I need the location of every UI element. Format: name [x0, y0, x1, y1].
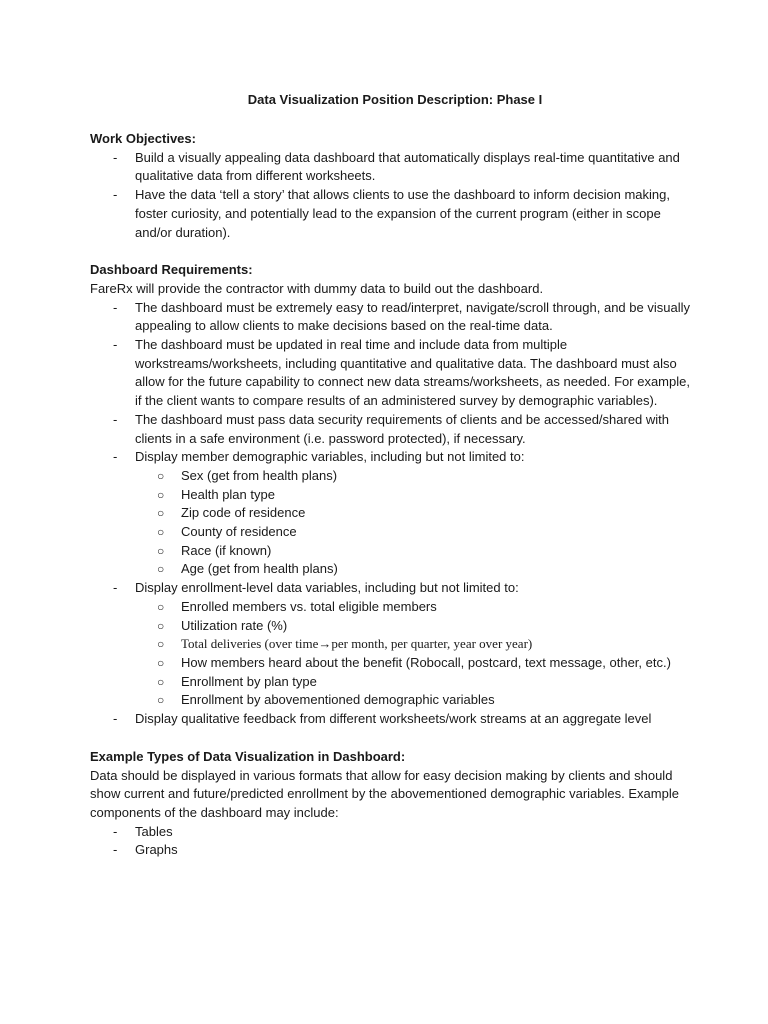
sub-list-item — [135, 504, 690, 523]
list-item-text: The dashboard must be updated in real time and include data from multiple workstreams/worksheets, including quantitative and qualitative data. The dashboard must also allow for the future capability to connect new data streams/worksheets, as needed. For example, if the client wants to compare results of an administered survey by demographic variables). — [135, 337, 690, 409]
sub-list-item — [135, 467, 690, 486]
list-item-text: Build a visually appealing data dashboard that automatically displays real-time quantitative and qualitative data from different worksheets. — [135, 149, 680, 184]
sub-list-item — [135, 635, 690, 654]
dash-bullet: - — [113, 842, 118, 858]
dash-bullet: - — [113, 823, 118, 839]
list-item-text: Display qualitative feedback from different worksheets/work streams at an aggregate level — [135, 711, 652, 727]
list-item-text: Graphs — [135, 842, 178, 858]
list-item — [90, 336, 690, 411]
circle-bullet: ○ — [157, 599, 165, 614]
dash-bullet: - — [113, 711, 118, 727]
sub-list-item-text: Health plan type — [181, 486, 275, 502]
circle-bullet: ○ — [157, 506, 165, 521]
sub-list-item-text: County of residence — [181, 524, 297, 540]
list-item — [90, 186, 690, 242]
dash-bullet: - — [113, 149, 118, 165]
circle-bullet: ○ — [157, 693, 165, 708]
sub-list-item-text: Enrollment by abovementioned demographic variables — [181, 692, 495, 708]
work-objectives-list — [90, 149, 690, 243]
list-item-text: The dashboard must be extremely easy to read/interpret, navigate/scroll through, and be visually appealing to allow clients to make decisions based on the real-time data. — [135, 299, 690, 334]
circle-bullet: ○ — [157, 655, 165, 670]
sub-list-item — [135, 486, 690, 505]
example-types-intro: Data should be displayed in various formats that allow for easy decision making by clients and should show current and future/predicted enrollment by the abovementioned demographic variables. Example components of the dashboard may include: — [90, 767, 679, 820]
list-item — [90, 448, 690, 579]
document-title: Data Visualization Position Description: Phase I — [247, 92, 543, 107]
circle-bullet: ○ — [157, 525, 165, 540]
list-item — [90, 149, 690, 186]
circle-bullet: ○ — [157, 618, 165, 633]
sub-list-item — [135, 617, 690, 636]
circle-bullet: ○ — [157, 562, 165, 577]
sub-list-item — [135, 560, 690, 579]
sub-list-item-text: Total deliveries (over time→per month, per quarter, year over year) — [181, 636, 533, 652]
sub-list-item — [135, 523, 690, 542]
list-item-text: Tables — [135, 823, 173, 839]
sub-list-item — [135, 598, 690, 617]
list-item — [90, 710, 690, 729]
circle-bullet: ○ — [157, 637, 165, 652]
list-item-text: Display member demographic variables, including but not limited to: — [135, 449, 525, 465]
circle-bullet: ○ — [157, 543, 165, 558]
example-types-heading: Example Types of Data Visualization in Dashboard: — [90, 748, 406, 764]
sub-list-item — [135, 542, 690, 561]
sub-list-item-text: Enrollment by plan type — [181, 673, 317, 689]
enrollment-variables-list — [135, 598, 690, 710]
sub-list-item-text: Enrolled members vs. total eligible members — [181, 598, 437, 614]
work-objectives-heading: Work Objectives: — [90, 131, 196, 146]
sub-list-item-text: How members heard about the benefit (Robocall, postcard, text message, other, etc.) — [181, 654, 671, 670]
demographic-variables-list — [135, 467, 690, 579]
list-item-text: Display enrollment-level data variables, including but not limited to: — [135, 580, 519, 596]
sub-list-item — [135, 673, 690, 692]
list-item — [90, 411, 690, 448]
dash-bullet: - — [113, 187, 118, 203]
sub-list-item-text: Zip code of residence — [181, 505, 306, 521]
list-item — [90, 823, 690, 842]
sub-list-item-text: Sex (get from health plans) — [181, 467, 338, 483]
circle-bullet: ○ — [157, 487, 165, 502]
sub-list-item — [135, 691, 690, 710]
dashboard-requirements-intro: FareRx will provide the contractor with dummy data to build out the dashboard. — [90, 280, 544, 296]
dash-bullet: - — [113, 580, 118, 596]
list-item-text: The dashboard must pass data security requirements of clients and be accessed/shared with clients in a safe environment (i.e. password protected), if necessary. — [135, 411, 670, 446]
sub-list-item-text: Race (if known) — [181, 542, 272, 558]
dash-bullet: - — [113, 449, 118, 465]
list-item — [90, 841, 690, 860]
dash-bullet: - — [113, 337, 118, 353]
dashboard-requirements-heading: Dashboard Requirements: — [90, 262, 253, 278]
circle-bullet: ○ — [157, 674, 165, 689]
sub-list-item — [135, 654, 690, 673]
sub-list-item-text: Age (get from health plans) — [181, 561, 338, 577]
list-item — [90, 579, 690, 710]
dash-bullet: - — [113, 299, 118, 315]
example-types-list — [90, 823, 690, 860]
document-page — [90, 91, 690, 860]
dashboard-requirements-list — [90, 299, 690, 729]
circle-bullet: ○ — [157, 468, 165, 483]
list-item-text: Have the data ‘tell a story’ that allows clients to use the dashboard to inform decision making, foster curiosity, and potentially lead to the expansion of the current program (either in scope and/or duration). — [135, 187, 670, 240]
sub-list-item-text: Utilization rate (%) — [181, 617, 288, 633]
list-item — [90, 299, 690, 336]
dash-bullet: - — [113, 411, 118, 427]
